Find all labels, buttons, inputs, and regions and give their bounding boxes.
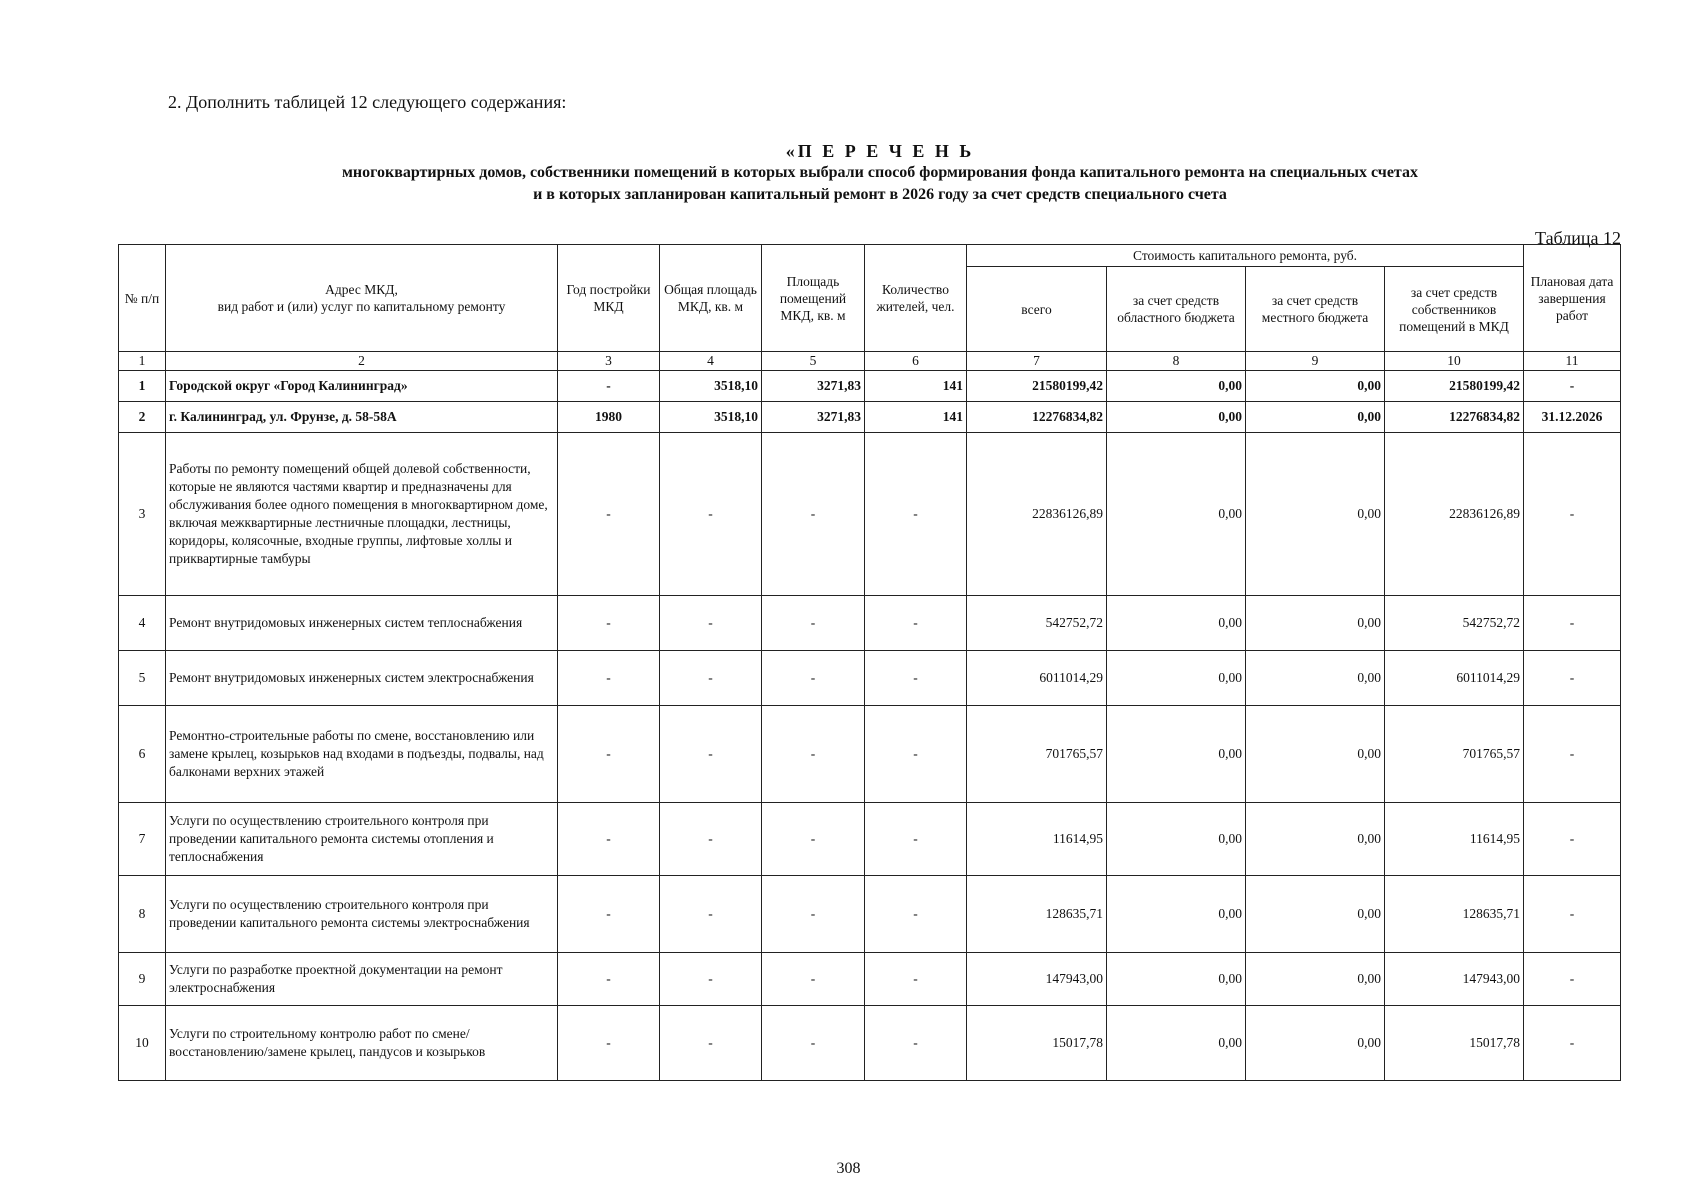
total-area: - [660,876,762,953]
planned-date: 31.12.2026 [1524,402,1621,433]
table-row [119,596,1621,651]
build-year: - [558,371,660,402]
cost-regional: 0,00 [1107,651,1246,706]
row-number: 8 [119,876,166,953]
repair-table [118,244,1621,1081]
total-area: - [660,651,762,706]
residents-count: 141 [865,371,967,402]
cost-regional: 0,00 [1107,1006,1246,1081]
planned-date: - [1524,433,1621,596]
cost-regional: 0,00 [1107,596,1246,651]
work-name: Услуги по осуществлению строительного контроля при проведении капитального ремонта системы электроснабжения [166,876,558,953]
cost-local: 0,00 [1246,651,1385,706]
header-cost-local: за счет средств местного бюджета [1246,267,1385,352]
cost-owners: 701765,57 [1385,706,1524,803]
build-year: - [558,803,660,876]
residents-count: - [865,433,967,596]
cost-local: 0,00 [1246,402,1385,433]
column-number: 2 [166,352,558,371]
cost-local: 0,00 [1246,1006,1385,1081]
cost-regional: 0,00 [1107,371,1246,402]
header-cost-regional: за счет средств областного бюджета [1107,267,1246,352]
column-number: 6 [865,352,967,371]
header-premises-area: Площадь помещений МКД, кв. м [762,245,865,352]
column-number: 5 [762,352,865,371]
cost-local: 0,00 [1246,433,1385,596]
table-row [119,402,1621,433]
row-number: 7 [119,803,166,876]
header-year: Год постройки МКД [558,245,660,352]
build-year: - [558,651,660,706]
row-number: 3 [119,433,166,596]
residents-count: - [865,596,967,651]
table-row [119,651,1621,706]
premises-area: 3271,83 [762,371,865,402]
table-row [119,706,1621,803]
page-number: 308 [836,1160,861,1177]
cost-regional: 0,00 [1107,803,1246,876]
header-total-area: Общая площадь МКД, кв. м [660,245,762,352]
table-body [119,245,1621,1081]
residents-count: - [865,1006,967,1081]
premises-area: - [762,706,865,803]
work-name: Ремонт внутридомовых инженерных систем электроснабжения [166,651,558,706]
planned-date: - [1524,1006,1621,1081]
work-name: Ремонт внутридомовых инженерных систем теплоснабжения [166,596,558,651]
residents-count: - [865,876,967,953]
planned-date: - [1524,803,1621,876]
build-year: 1980 [558,402,660,433]
work-name: Работы по ремонту помещений общей долевой собственности, которые не являются частями квартир и предназначены для обслуживания более одного помещения в многоквартирном доме, включая межквартирные лестничные площадки, лестницы, коридоры, колясочные, входные группы, лифтовые холлы и приквартирные тамбуры [166,433,558,596]
total-area: - [660,1006,762,1081]
table-label: Таблица 12 [1535,228,1621,248]
cost-regional: 0,00 [1107,402,1246,433]
work-name: Услуги по строительному контролю работ по смене/восстановлению/замене крылец, пандусов и козырьков [166,1006,558,1081]
header-address: Адрес МКД, вид работ и (или) услуг по капитальному ремонту [166,245,558,352]
column-number: 3 [558,352,660,371]
cost-regional: 0,00 [1107,876,1246,953]
row-number: 5 [119,651,166,706]
header-planned-date: Плановая дата завершения работ [1524,245,1621,352]
cost-total: 15017,78 [967,1006,1107,1081]
planned-date: - [1524,651,1621,706]
table-row [119,953,1621,1006]
table-row [119,433,1621,596]
residents-count: 141 [865,402,967,433]
header-residents: Количество жителей, чел. [865,245,967,352]
row-number: 9 [119,953,166,1006]
cost-regional: 0,00 [1107,433,1246,596]
work-name: Городской округ «Город Калининград» [166,371,558,402]
total-area: - [660,433,762,596]
work-name: г. Калининград, ул. Фрунзе, д. 58-58А [166,402,558,433]
cost-owners: 6011014,29 [1385,651,1524,706]
column-number: 9 [1246,352,1385,371]
premises-area: - [762,953,865,1006]
premises-area: - [762,1006,865,1081]
row-number: 10 [119,1006,166,1081]
column-number: 8 [1107,352,1246,371]
cost-regional: 0,00 [1107,706,1246,803]
row-number: 1 [119,371,166,402]
work-name: Услуги по разработке проектной документации на ремонт электроснабжения [166,953,558,1006]
row-number: 6 [119,706,166,803]
column-number: 10 [1385,352,1524,371]
cost-owners: 11614,95 [1385,803,1524,876]
document-title [120,140,1640,206]
intro-text: 2. Дополнить таблицей 12 следующего содержания: [168,92,567,112]
cost-local: 0,00 [1246,706,1385,803]
header-num: № п/п [119,245,166,352]
cost-total: 11614,95 [967,803,1107,876]
cost-owners: 21580199,42 [1385,371,1524,402]
cost-total: 21580199,42 [967,371,1107,402]
work-name: Ремонтно-строительные работы по смене, восстановлению или замене крылец, козырьков над входами в подъезды, подвалы, над балконами верхних этажей [166,706,558,803]
total-area: - [660,596,762,651]
planned-date: - [1524,371,1621,402]
table-row [119,803,1621,876]
table-row [119,876,1621,953]
header-cost-group: Стоимость капитального ремонта, руб. [967,245,1524,267]
cost-local: 0,00 [1246,596,1385,651]
cost-local: 0,00 [1246,371,1385,402]
header-cost-owners: за счет средств собственников помещений в МКД [1385,267,1524,352]
premises-area: - [762,876,865,953]
cost-owners: 12276834,82 [1385,402,1524,433]
column-number: 4 [660,352,762,371]
table-row [119,1006,1621,1081]
total-area: - [660,953,762,1006]
cost-local: 0,00 [1246,803,1385,876]
title-line-3: и в которых запланирован капитальный ремонт в 2026 году за счет средств специального счета [533,186,1227,203]
cost-local: 0,00 [1246,953,1385,1006]
header-row-1 [119,245,1621,267]
column-number: 1 [119,352,166,371]
premises-area: - [762,651,865,706]
premises-area: 3271,83 [762,402,865,433]
column-number-row [119,352,1621,371]
row-number: 2 [119,402,166,433]
table-row [119,371,1621,402]
cost-owners: 22836126,89 [1385,433,1524,596]
cost-local: 0,00 [1246,876,1385,953]
premises-area: - [762,433,865,596]
cost-total: 701765,57 [967,706,1107,803]
premises-area: - [762,803,865,876]
column-number: 7 [967,352,1107,371]
planned-date: - [1524,953,1621,1006]
planned-date: - [1524,706,1621,803]
cost-owners: 15017,78 [1385,1006,1524,1081]
planned-date: - [1524,596,1621,651]
cost-owners: 128635,71 [1385,876,1524,953]
title-line-1: «П Е Р Е Ч Е Н Ь [785,141,975,161]
cost-total: 22836126,89 [967,433,1107,596]
row-number: 4 [119,596,166,651]
cost-total: 12276834,82 [967,402,1107,433]
total-area: 3518,10 [660,402,762,433]
cost-total: 6011014,29 [967,651,1107,706]
cost-total: 147943,00 [967,953,1107,1006]
header-cost-total: всего [967,267,1107,352]
cost-owners: 147943,00 [1385,953,1524,1006]
premises-area: - [762,596,865,651]
residents-count: - [865,706,967,803]
cost-total: 542752,72 [967,596,1107,651]
column-number: 11 [1524,352,1621,371]
build-year: - [558,706,660,803]
cost-owners: 542752,72 [1385,596,1524,651]
build-year: - [558,1006,660,1081]
planned-date: - [1524,876,1621,953]
build-year: - [558,876,660,953]
residents-count: - [865,651,967,706]
title-line-2: многоквартирных домов, собственники помещений в которых выбрали способ формирования фонда капитального ремонта на специальных счетах [342,164,1418,181]
work-name: Услуги по осуществлению строительного контроля при проведении капитального ремонта системы отопления и теплоснабжения [166,803,558,876]
cost-regional: 0,00 [1107,953,1246,1006]
build-year: - [558,953,660,1006]
total-area: - [660,803,762,876]
build-year: - [558,433,660,596]
total-area: 3518,10 [660,371,762,402]
build-year: - [558,596,660,651]
cost-total: 128635,71 [967,876,1107,953]
residents-count: - [865,953,967,1006]
residents-count: - [865,803,967,876]
total-area: - [660,706,762,803]
